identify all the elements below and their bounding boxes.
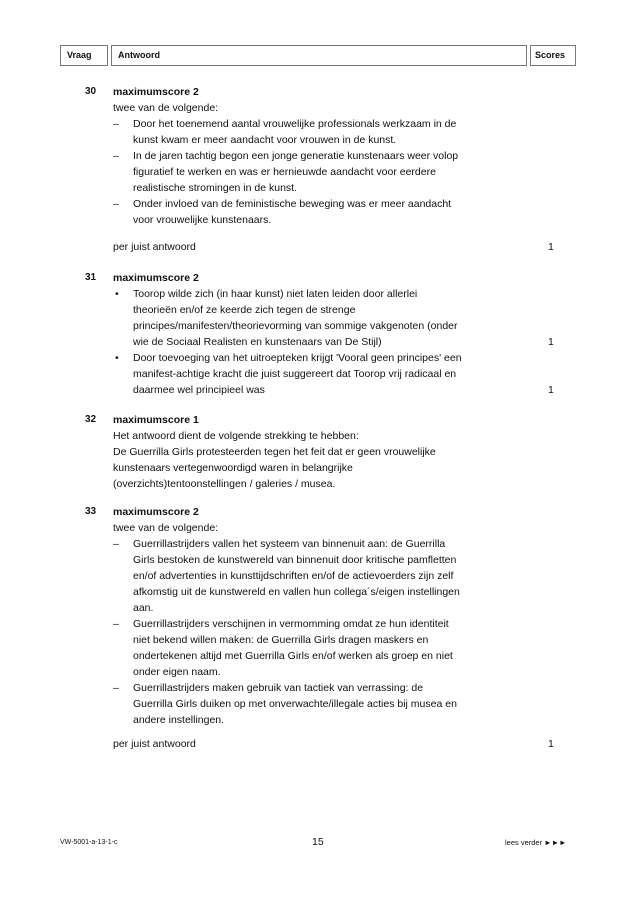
bullet-marker: • [115,352,119,364]
question-32-line: Het antwoord dient de volgende strekking te hebben: [113,430,359,442]
question-33-item-3-line: Guerrilla Girls duiken op met onverwachte/illegale acties bij musea en [133,698,457,710]
footer-exam-code: VW-5001-a-13-1-c [60,839,118,846]
question-33-item-1-line: Guerrillastrijders vallen het systeem van binnenuit aan: de Guerrilla [133,538,446,550]
question-31-item-1-line: theorieën en/of ze keerde zich tegen de strenge [133,304,356,316]
question-30-title: maximumscore 2 [113,86,199,98]
question-33-item-1-line: afkomstig uit de kunstwereld en vallen hun collega´s/eigen instellingen [133,586,460,598]
question-30-item-3-line: voor vrouwelijke kunstenaars. [133,214,272,226]
footer-continue: lees verder ►►► [505,838,567,847]
dash-marker: – [113,538,119,550]
question-30-item-3-line: Onder invloed van de feministische beweging was er meer aandacht [133,198,452,210]
question-33-item-2-line: onder eigen naam. [133,666,221,678]
dash-marker: – [113,618,119,630]
header-antwoord: Antwoord [111,45,527,66]
question-31-item-2-line: Door toevoeging van het uitroepteken krijgt 'Vooral geen principes' een [133,352,462,364]
question-31-item-1-score: 1 [548,336,554,348]
question-32-line: kunstenaars vertegenwoordigd waren in belangrijke [113,462,353,474]
dash-marker: – [113,118,119,130]
question-32-line: (overzichts)tentoonstellingen / galeries / musea. [113,478,336,490]
question-30-item-1-line: Door het toenemend aantal vrouwelijke professionals werkzaam in de [133,118,457,130]
question-32-number: 32 [85,414,97,425]
question-30-score: 1 [548,241,554,253]
question-31-item-1-line: Toorop wilde zich (in haar kunst) niet laten leiden door allerlei [133,288,418,300]
question-33-item-2-line: niet bekend willen maken: de Guerrilla Girls dragen maskers en [133,634,429,646]
question-32-line: De Guerrilla Girls protesteerden tegen het feit dat er geen vrouwelijke [113,446,436,458]
question-33-item-1-line: en/of advertenties in kunsttijdschriften en/of de actievoerders zijn zelf [133,570,454,582]
question-31-item-2-line: daarmee wel principieel was [133,384,265,396]
question-33-number: 33 [85,506,97,517]
question-33-item-1-line: aan. [133,602,154,614]
question-30-item-2-line: In de jaren tachtig begon een jonge generatie kunstenaars weer volop [133,150,459,162]
header-scores: Scores [530,45,576,66]
question-32-title: maximumscore 1 [113,414,199,426]
question-31-title: maximumscore 2 [113,272,199,284]
question-33-item-3-line: Guerrillastrijders maken gebruik van tactiek van verrassing: de [133,682,424,694]
header-vraag: Vraag [60,45,108,66]
question-31-number: 31 [85,272,97,283]
question-30-per-answer: per juist antwoord [113,241,196,253]
question-33-intro: twee van de volgende: [113,522,219,534]
question-31-item-2-line: manifest-achtige kracht die juist suggereert dat Toorop vrij radicaal en [133,368,457,380]
question-31-item-2-score: 1 [548,384,554,396]
question-30-item-1-line: kunst kwam er meer aandacht voor vrouwen in de kunst. [133,134,397,146]
question-33-item-1-line: Girls bestoken de kunstwereld van binnenuit door kritische pamfletten [133,554,457,566]
question-30-item-2-line: figuratief te werken en was er hernieuwde aandacht voor eerdere [133,166,436,178]
question-33-score: 1 [548,738,554,750]
question-31-item-1-line: wie de Sociaal Realisten en kunstenaars van De Stijl) [133,336,382,348]
question-33-item-3-line: andere instellingen. [133,714,225,726]
bullet-marker: • [115,288,119,300]
dash-marker: – [113,682,119,694]
dash-marker: – [113,150,119,162]
question-33-item-2-line: Guerrillastrijders verschijnen in vermomming omdat ze hun identiteit [133,618,449,630]
question-33-item-2-line: ondertekenen altijd met Guerrilla Girls en/of werken als groep en niet [133,650,453,662]
dash-marker: – [113,198,119,210]
footer-page-number: 15 [312,836,324,848]
question-30-item-2-line: realistische stromingen in de kunst. [133,182,297,194]
question-30-intro: twee van de volgende: [113,102,219,114]
question-33-per-answer: per juist antwoord [113,738,196,750]
question-31-item-1-line: principes/manifesten/theorievorming van sommige vakgenoten (onder [133,320,458,332]
question-33-title: maximumscore 2 [113,506,199,518]
question-30-number: 30 [85,86,97,97]
